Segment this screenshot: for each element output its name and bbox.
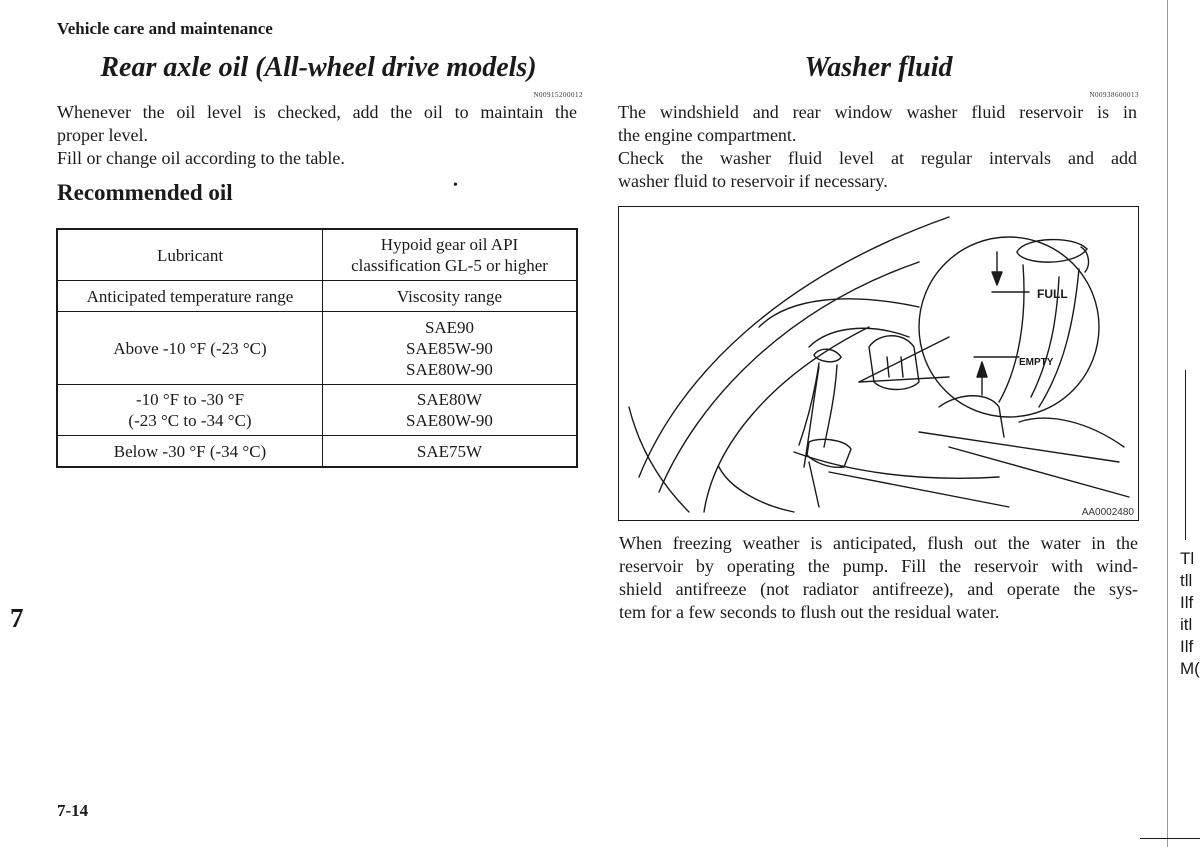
washer-reservoir-figure: [618, 206, 1139, 521]
edge-fragment: tll: [1180, 571, 1193, 590]
viscosity-line: SAE80W: [416, 390, 483, 409]
viscosity-line: SAE80W-90: [406, 411, 493, 430]
edge-fragment: Ilf: [1180, 637, 1194, 656]
lubricant-label: Lubricant: [57, 229, 323, 281]
stray-dot: •: [453, 178, 458, 193]
viscosity-line: SAE90: [424, 317, 475, 337]
table-header-row: [57, 229, 577, 281]
edge-fragment: Ilf: [1180, 593, 1194, 612]
paragraph-line: the engine compartment.: [618, 125, 797, 145]
paragraph-line: The windshield and rear window washer fluid reservoir is in: [618, 102, 1137, 122]
viscosity-line: SAE85W-90: [406, 338, 493, 358]
freezing-weather-paragraph: [619, 532, 1138, 624]
chapter-number: 7: [10, 603, 24, 633]
lubricant-line: Hypoid gear oil API: [380, 235, 519, 254]
next-page-edge-text: [1180, 548, 1200, 680]
next-page-edge-line: [1185, 370, 1186, 540]
viscosity-cell: [323, 385, 578, 436]
washer-fluid-code: N00938600013: [1089, 91, 1139, 99]
paragraph-line: When freezing weather is anticipated, flush out the water in the: [619, 533, 1138, 553]
paragraph-line: Whenever the oil level is checked, add the oil to maintain the: [57, 102, 577, 122]
section-header: Vehicle care and maintenance: [57, 19, 273, 38]
page-number: 7-14: [57, 801, 89, 820]
temperature-line: (-23 °C to -34 °C): [128, 411, 252, 430]
viscosity-range-header: Viscosity range: [323, 281, 578, 312]
temperature-cell: [57, 436, 323, 468]
bottom-edge-rule: [1140, 838, 1200, 839]
table-row: [57, 385, 577, 436]
figure-id-label: AA0002480: [1081, 507, 1134, 518]
paragraph-line: reservoir by operating the pump. Fill the reservoir with wind-: [619, 556, 1138, 576]
table-row: [57, 436, 577, 468]
viscosity-line: SAE80W-90: [406, 359, 493, 379]
temperature-line: -10 °F to -30 °F: [135, 390, 245, 409]
viscosity-cell: [323, 436, 578, 468]
temperature-cell: [57, 385, 323, 436]
temperature-range-header: Anticipated temperature range: [57, 281, 323, 312]
edge-fragment: M(: [1180, 659, 1200, 678]
temperature-line: Above -10 °F (-23 °C): [113, 338, 267, 358]
table-subheader-row: [57, 281, 577, 312]
lubricant-line: classification GL-5 or higher: [351, 256, 548, 275]
edge-fragment: Tl: [1180, 549, 1195, 568]
rear-axle-oil-paragraph: [57, 101, 577, 170]
temperature-cell: [57, 312, 323, 385]
paragraph-line: Check the washer fluid level at regular intervals and add: [618, 148, 1137, 168]
viscosity-line: SAE75W: [416, 441, 483, 461]
washer-reservoir-illustration: [619, 207, 1138, 520]
temperature-line: Below -30 °F (-34 °C): [113, 441, 267, 461]
empty-label: EMPTY: [1019, 357, 1054, 368]
edge-fragment: itl: [1180, 615, 1193, 634]
paragraph-line: shield antifreeze (not radiator antifreeze), and operate the sys-: [619, 579, 1138, 599]
full-label: FULL: [1037, 287, 1068, 301]
recommended-oil-table: [56, 228, 578, 468]
rear-axle-oil-title: Rear axle oil (All-wheel drive models): [100, 52, 537, 83]
washer-fluid-paragraph: [618, 101, 1137, 193]
viscosity-cell: [323, 312, 578, 385]
paragraph-line: Fill or change oil according to the table.: [57, 148, 345, 168]
recommended-oil-heading: Recommended oil: [57, 180, 233, 205]
paragraph-line: proper level.: [57, 125, 148, 145]
paragraph-line: washer fluid to reservoir if necessary.: [618, 171, 888, 191]
rear-axle-oil-code: N00915200012: [533, 91, 583, 99]
lubricant-value: [323, 229, 578, 281]
washer-fluid-title: Washer fluid: [804, 52, 953, 83]
table-row: [57, 312, 577, 385]
paragraph-line: tem for a few seconds to flush out the residual water.: [619, 602, 1000, 622]
page-gutter-line: [1167, 0, 1168, 847]
